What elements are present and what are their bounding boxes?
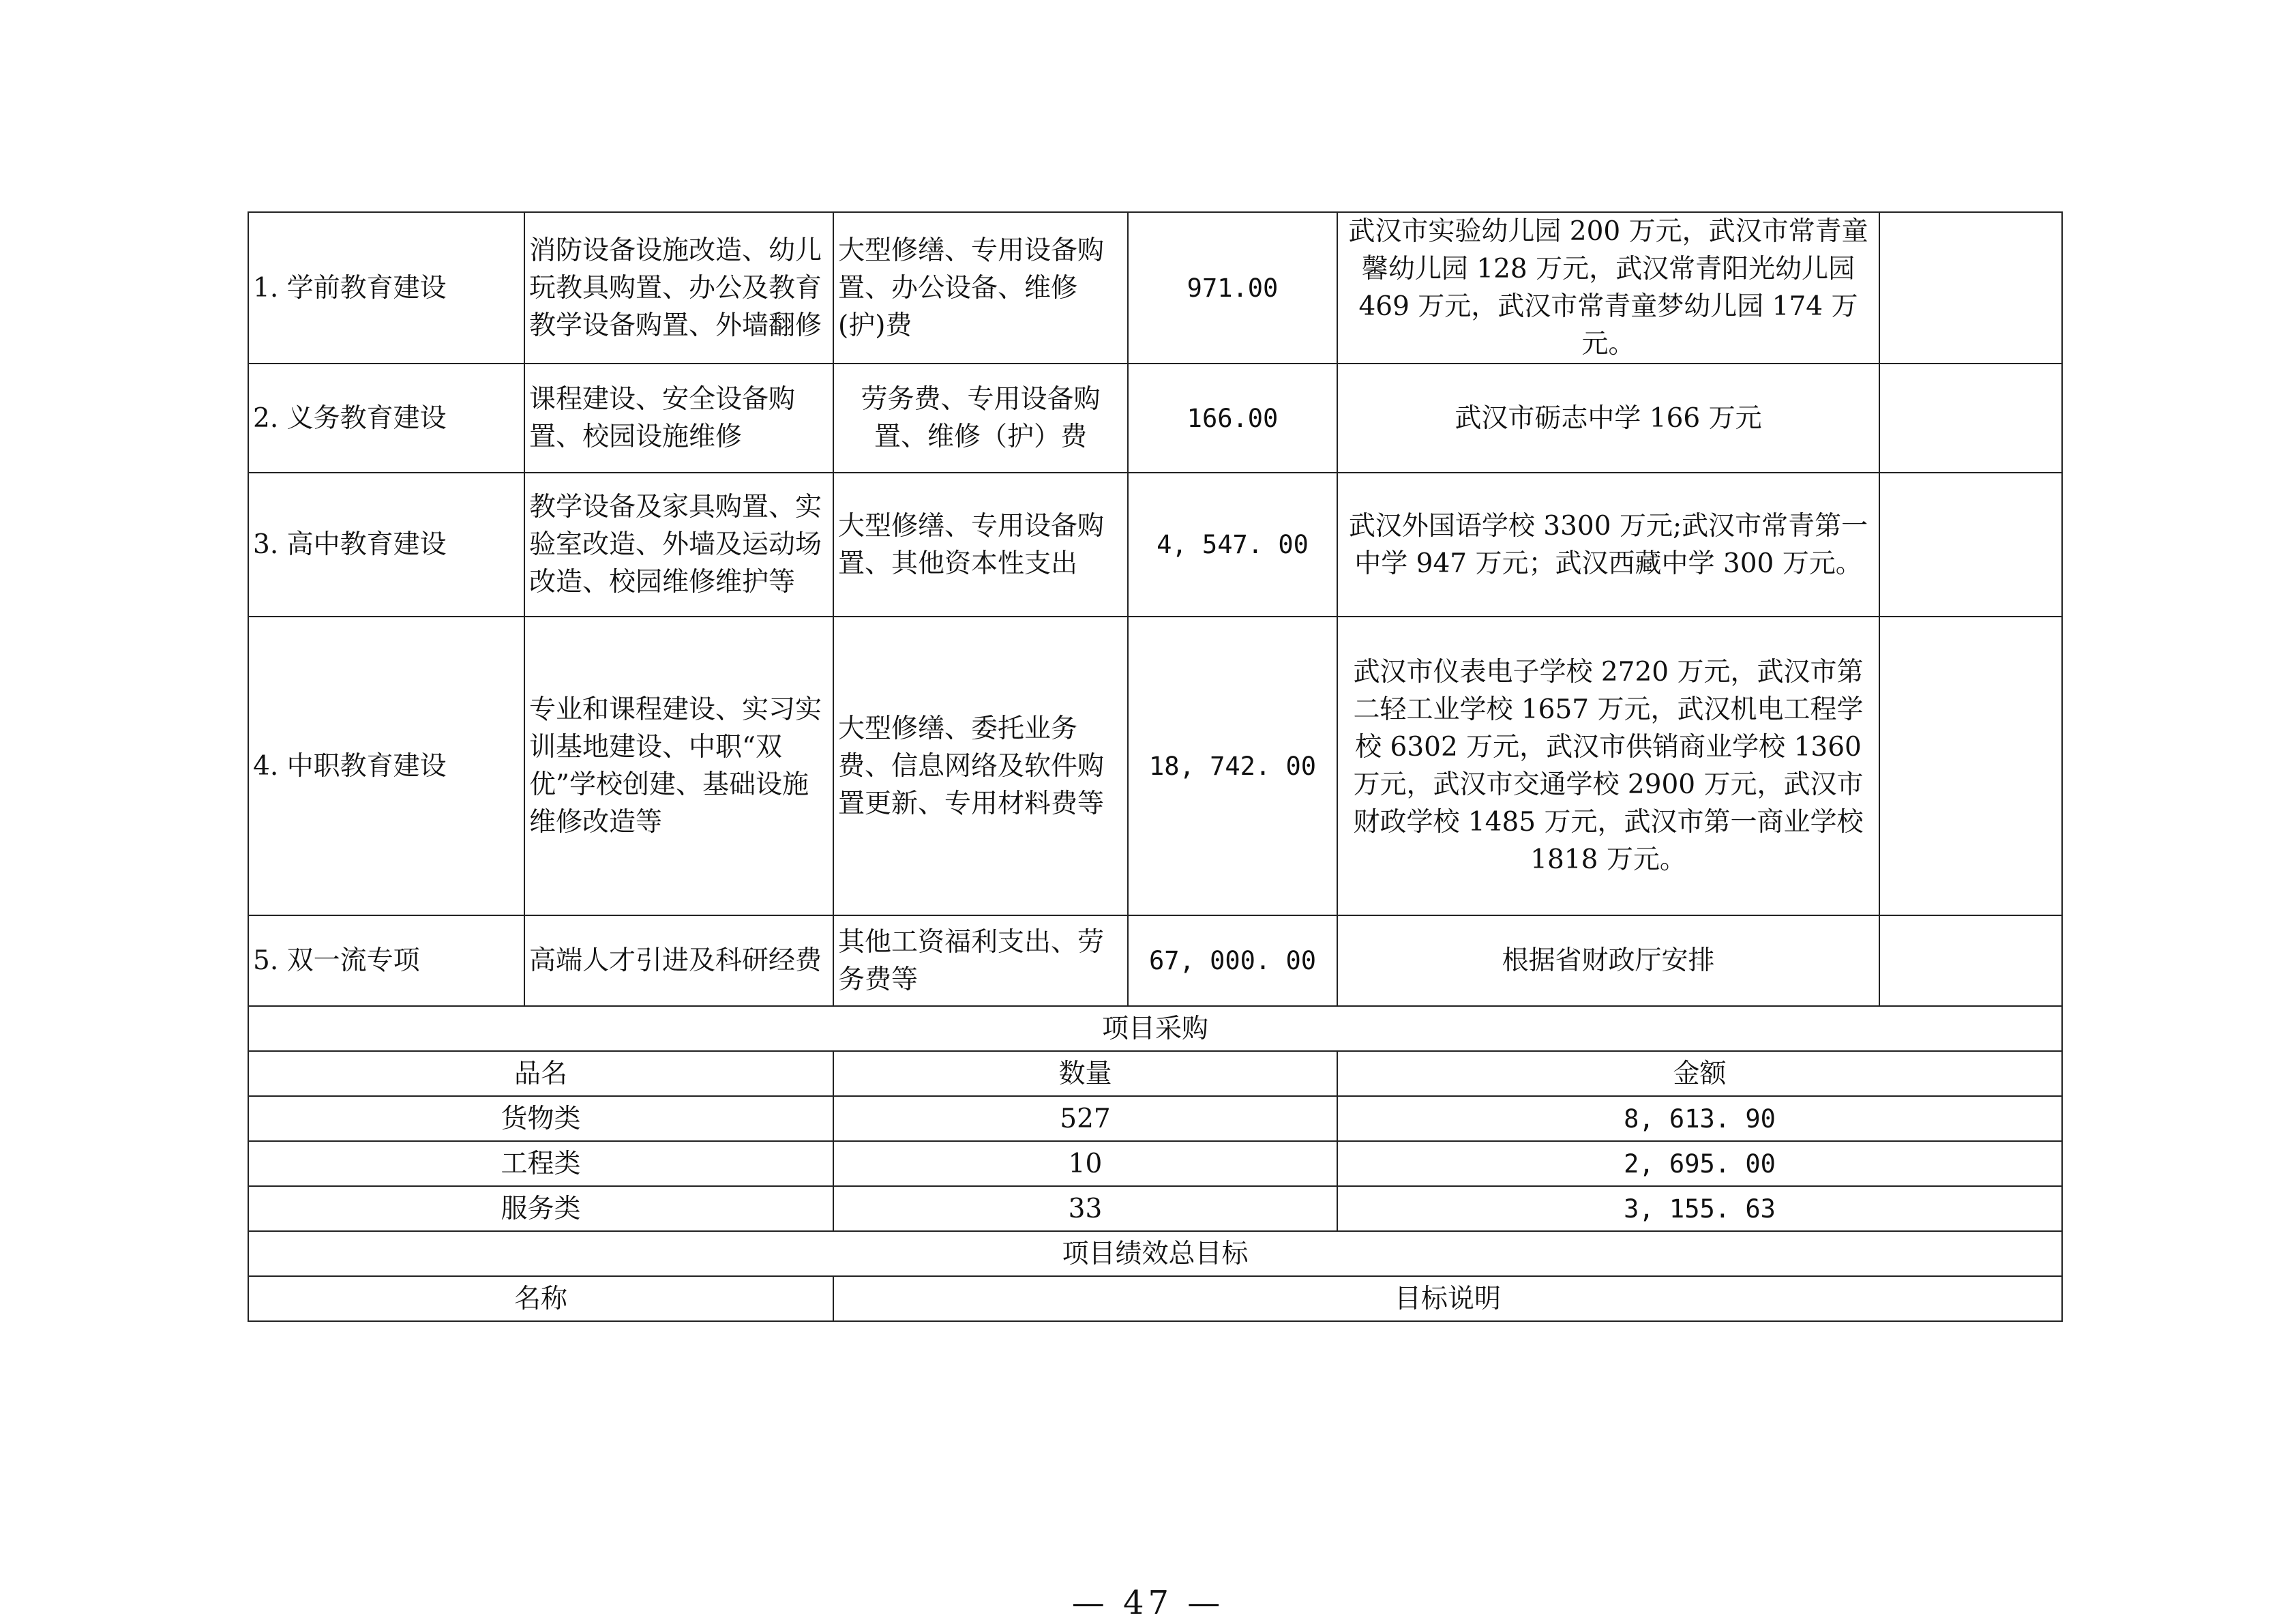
project-content: 消防设备设施改造、幼儿玩教具购置、办公及教育教学设备购置、外墙翻修 — [524, 212, 833, 364]
project-detail: 根据省财政厅安排 — [1337, 915, 1879, 1006]
procurement-header-name: 品名 — [248, 1051, 833, 1096]
project-content: 专业和课程建设、实习实训基地建设、中职“双优”学校创建、基础设施维修改造等 — [524, 617, 833, 915]
project-table — [248, 211, 2063, 1322]
project-amount: 971.00 — [1128, 212, 1337, 364]
project-expense-type: 大型修缮、专用设备购置、其他资本性支出 — [833, 473, 1128, 617]
project-expense-type: 劳务费、专用设备购置、维修（护）费 — [833, 364, 1128, 473]
procurement-row — [248, 1096, 2062, 1141]
procurement-row — [248, 1141, 2062, 1186]
procurement-item-amount: 8, 613. 90 — [1337, 1096, 2062, 1141]
project-content: 高端人才引进及科研经费 — [524, 915, 833, 1006]
project-row — [248, 473, 2062, 617]
page-number: — 47 — — [1071, 1584, 1225, 1622]
procurement-title: 项目采购 — [248, 1006, 2062, 1051]
project-category: 5. 双一流专项 — [248, 915, 524, 1006]
performance-header-name: 名称 — [248, 1276, 833, 1321]
project-detail: 武汉市实验幼儿园 200 万元，武汉市常青童馨幼儿园 128 万元，武汉常青阳光幼儿园 469 万元，武汉市常青童梦幼儿园 174 万元。 — [1337, 212, 1879, 364]
procurement-item-name: 服务类 — [248, 1186, 833, 1231]
project-row — [248, 364, 2062, 473]
procurement-item-amount: 2, 695. 00 — [1337, 1141, 2062, 1186]
project-expense-type: 其他工资福利支出、劳务费等 — [833, 915, 1128, 1006]
project-category: 1. 学前教育建设 — [248, 212, 524, 364]
performance-header-row — [248, 1276, 2062, 1321]
project-category: 3. 高中教育建设 — [248, 473, 524, 617]
project-amount: 4, 547. 00 — [1128, 473, 1337, 617]
procurement-title-row — [248, 1006, 2062, 1051]
project-remark — [1879, 915, 2062, 1006]
procurement-item-name: 工程类 — [248, 1141, 833, 1186]
procurement-row — [248, 1186, 2062, 1231]
project-content: 课程建设、安全设备购置、校园设施维修 — [524, 364, 833, 473]
performance-title-row — [248, 1231, 2062, 1276]
project-category: 2. 义务教育建设 — [248, 364, 524, 473]
project-row — [248, 617, 2062, 915]
procurement-header-amount: 金额 — [1337, 1051, 2062, 1096]
procurement-item-quantity: 10 — [833, 1141, 1337, 1186]
project-detail: 武汉外国语学校 3300 万元;武汉市常青第一中学 947 万元；武汉西藏中学 300 万元。 — [1337, 473, 1879, 617]
project-detail: 武汉市仪表电子学校 2720 万元，武汉市第二轻工业学校 1657 万元，武汉机电工程学校 6302 万元，武汉市供销商业学校 1360 万元，武汉市交通学校 2900 万元，武汉市财政学校 1485 万元，武汉市第一商业学校 1818 万元。 — [1337, 617, 1879, 915]
procurement-item-name: 货物类 — [248, 1096, 833, 1141]
project-remark — [1879, 473, 2062, 617]
project-content: 教学设备及家具购置、实验室改造、外墙及运动场改造、校园维修维护等 — [524, 473, 833, 617]
performance-title: 项目绩效总目标 — [248, 1231, 2062, 1276]
project-amount: 18, 742. 00 — [1128, 617, 1337, 915]
performance-header-description: 目标说明 — [833, 1276, 2062, 1321]
project-detail: 武汉市砺志中学 166 万元 — [1337, 364, 1879, 473]
procurement-header-row — [248, 1051, 2062, 1096]
project-expense-type: 大型修缮、专用设备购置、办公设备、维修(护)费 — [833, 212, 1128, 364]
project-remark — [1879, 212, 2062, 364]
project-remark — [1879, 617, 2062, 915]
project-row — [248, 212, 2062, 364]
project-remark — [1879, 364, 2062, 473]
procurement-item-quantity: 33 — [833, 1186, 1337, 1231]
project-expense-type: 大型修缮、委托业务费、信息网络及软件购置更新、专用材料费等 — [833, 617, 1128, 915]
procurement-item-amount: 3, 155. 63 — [1337, 1186, 2062, 1231]
project-category: 4. 中职教育建设 — [248, 617, 524, 915]
procurement-item-quantity: 527 — [833, 1096, 1337, 1141]
project-amount: 166.00 — [1128, 364, 1337, 473]
project-amount: 67, 000. 00 — [1128, 915, 1337, 1006]
project-row — [248, 915, 2062, 1006]
procurement-header-quantity: 数量 — [833, 1051, 1337, 1096]
